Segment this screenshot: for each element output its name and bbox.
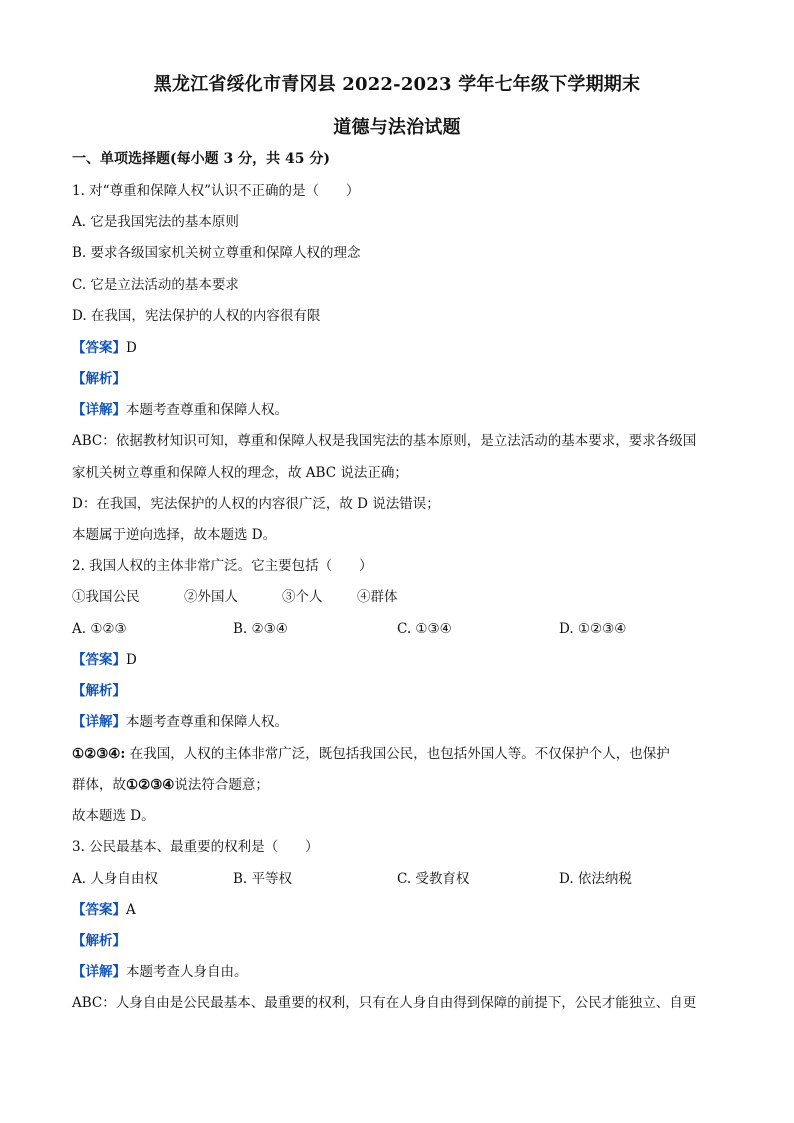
question-3-option-d: D. 依法纳税 <box>559 871 632 887</box>
question-2-item-4: ④群体 <box>357 589 398 605</box>
question-2-answer <box>72 651 137 669</box>
question-2-option-b: B. ②③④ <box>233 621 288 637</box>
answer-value: D <box>126 340 137 356</box>
answer-label: 【答案】 <box>72 340 126 356</box>
question-2-option-d: D. ①②③④ <box>559 621 627 637</box>
answer-value: D <box>126 652 137 668</box>
detail-label: 【详解】 <box>72 402 126 418</box>
analysis-label: 【解析】 <box>72 371 126 387</box>
question-3-option-a: A. 人身自由权 <box>72 871 158 887</box>
question-1-answer <box>72 339 137 357</box>
question-2-option-a: A. ①②③ <box>72 621 127 637</box>
question-1-option-a: A. 它是我国宪法的基本原则 <box>72 214 239 230</box>
detail-label: 【详解】 <box>72 964 126 980</box>
answer-value: A <box>126 902 136 918</box>
analysis-label: 【解析】 <box>72 933 126 949</box>
question-3-options <box>72 870 732 888</box>
detail-text: 本题考查人身自由。 <box>126 964 248 980</box>
explanation-prefix: ①②③④: <box>72 746 126 762</box>
section-heading: 一、单项选择题(每小题 3 分，共 45 分) <box>72 151 330 167</box>
analysis-label: 【解析】 <box>72 683 126 699</box>
explanation-text-a: 群体，故 <box>72 777 126 793</box>
explanation-text: 在我国，人权的主体非常广泛，既包括我国公民，也包括外国人等。不仅保护个人，也保护 <box>125 746 670 762</box>
question-1-detail <box>72 401 288 419</box>
question-2-stem: 2. 我国人权的主体非常广泛。它主要包括（ ） <box>72 558 373 574</box>
question-2-item-1: ①我国公民 <box>72 589 140 605</box>
question-1-explanation-line4: 本题属于逆向选择，故本题选 D。 <box>72 527 277 543</box>
question-2-options <box>72 620 732 638</box>
question-3-detail <box>72 963 248 981</box>
detail-text: 本题考查尊重和保障人权。 <box>126 402 288 418</box>
question-3-option-b: B. 平等权 <box>233 871 293 887</box>
explanation-text-c: 说法符合题意； <box>174 777 269 793</box>
question-1-explanation-line2: 家机关树立尊重和保障人权的理念，故 ABC 说法正确； <box>72 465 408 481</box>
question-3-stem: 3. 公民最基本、最重要的权利是（ ） <box>72 839 319 855</box>
question-1-option-d: D. 在我国，宪法保护的人权的内容很有限 <box>72 308 321 324</box>
question-3-answer <box>72 901 136 919</box>
answer-label: 【答案】 <box>72 652 126 668</box>
question-3-option-c: C. 受教育权 <box>397 871 470 887</box>
question-3-analysis <box>72 932 126 950</box>
question-2-explanation-line3: 故本题选 D。 <box>72 808 155 824</box>
question-2-items <box>72 588 732 606</box>
answer-label: 【答案】 <box>72 902 126 918</box>
question-1-explanation-line1: ABC：依据教材知识可知，尊重和保障人权是我国宪法的基本原则，是立法活动的基本要求，要求各级国 <box>72 433 697 449</box>
explanation-text-b: ①②③④ <box>126 777 175 793</box>
question-2-option-c: C. ①③④ <box>397 621 452 637</box>
question-2-explanation-line2 <box>72 776 269 794</box>
document-title-line2: 道德与法治试题 <box>333 117 461 138</box>
detail-label: 【详解】 <box>72 714 126 730</box>
document-title-line1: 黑龙江省绥化市青冈县 2022-2023 学年七年级下学期期末 <box>153 74 641 95</box>
question-1-option-c: C. 它是立法活动的基本要求 <box>72 277 239 293</box>
question-2-item-3: ③个人 <box>282 589 323 605</box>
question-2-analysis <box>72 682 126 700</box>
question-1-explanation-line3: D：在我国，宪法保护的人权的内容很广泛，故 D 说法错误； <box>72 496 440 512</box>
question-2-item-2: ②外国人 <box>184 589 238 605</box>
question-3-explanation-line1: ABC：人身自由是公民最基本、最重要的权利，只有在人身自由得到保障的前提下，公民才能独立、自更 <box>72 995 697 1011</box>
detail-text: 本题考查尊重和保障人权。 <box>126 714 288 730</box>
question-2-detail <box>72 713 288 731</box>
question-2-explanation-line1 <box>72 745 670 763</box>
question-1-option-b: B. 要求各级国家机关树立尊重和保障人权的理念 <box>72 245 361 261</box>
question-1-analysis <box>72 370 126 388</box>
question-1-stem: 1. 对“尊重和保障人权”认识不正确的是（ ） <box>72 183 360 199</box>
